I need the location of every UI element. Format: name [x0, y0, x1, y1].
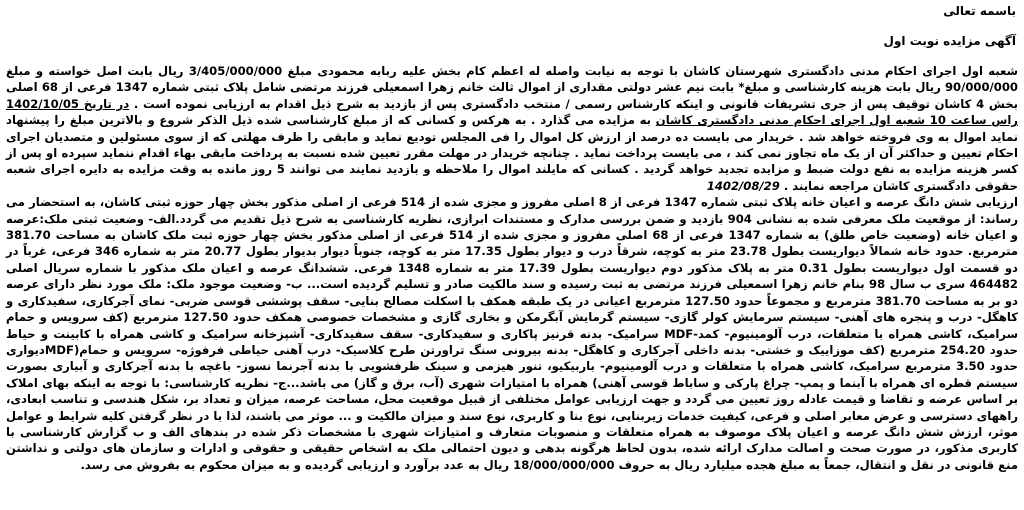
appraisal-text: ارزیابی شش دانگ عرصه و اعیان خانه پلاک ثبتی شماره 1347 فرعی از 8 اصلی مفروز و مجزی شده از 514 فرعی از اصلی مذکور بخش چهار حوزه ثبتی کاشان، به استحضار می رساند: از موقعیت ملک معرفی شده به نشانی 904 بازدید و ضمن بررسی مدارک و مستندات ابرازی، نظریه کارشناسی به شرح ذیل تقدیم می گردد.الف- وضعیت ثبتی ملک:عرصه و اعیان خانه (وضعیت خاص طلق) به شماره 1347 فرعی از 68 اصلی مفروز و مجزی شده از 514 فرعی از اصلی مذکور بخش چهار حوزه ثبت ملک کاشان به مساحت 381.70 مترمربع. حدود خانه شمالاً دیواریست بطول 23.78 متر به کوچه، شرقاً درب و دیوار بطول 17.35 متر به کوچه، جنوباً دیوار بدیوار بطول 20.77 متر به شماره 346 فرعی، غرباً در دو قسمت اول دیواریست بطول 0.31 متر به پلاک مذکور دوم دیواریست بطول 17.39 متر به شماره 1348 فرعی. ششدانگ عرصه و اعیان ملک مذکور با شماره سریال اصلی 464482 سری ب سال 98 بنام خانم زهرا اسمعیلی فرزند مرتضی به ثبت رسیده و سند مالکیت صادر و تسلیم گردیده است... ب- وضعیت موجود ملک: ملک مورد نظر دارای عرصه دو بر به مساحت 381.70 مترمربع و مجموعاً حدود 127.50 مترمربع اعیانی در یک طبقه همکف با اسکلت مصالح بنایی- سقف پوششی قوسی ضربی- نمای آجرکاری، سفیدکاری و کاهگل- درب و پنجره های آهنی- سیستم سرمایش کولر گازی- سیستم گرمایش آبگرمکن و بخاری گازی و مشخصات خصوصی همکف حدود 127.50 مترمربع (کف سرویس و حمام سرامیک، کاشی همراه با متعلقات، درب آلومینیوم- کمد-MDF سرامیک- بدنه قرنیز پاکاری و سفیدکاری- سقف سفیدکاری- آشپزخانه سرامیک و کاشی همراه با کابینت و حیاط حدود 254.20 مترمربع (کف موزاییک و خشتی- بدنه داخلی آجرکاری و کاهگل- بدنه بیرونی سنگ تراورتن طرح کلاسیک- درب آهنی حیاطی فرفوژه- سرویس و حمام(MDFدیواری حدود 3.50 مترمربع سرامیک، کاشی همراه با متعلقات و درب آلومینیوم- باربیکیو، تنور هیزمی و سینک ظرفشویی با بدنه آجرنما نسوز- باغچه با بدنه آجرکاری و آبیاری بصورت سیستم قطره ای همراه با آبنما و پمپ- چراغ پارکی و ساباط قوسی آهنی) همراه با امتیازات شهری (آب، برق و گاز) می باشد...ج- نظریه کارشناسی: با توجه به اینکه بهای املاک بر اساس عرضه و تقاضا و قیمت عادله روز تعیین می گردد و جهت ارزیابی عوامل مختلفی از قبیل موقعیت محل، مساحت عرصه، میزان و تعداد بر، شکل هندسی و تناسب ابعادی، راههای دسترسی و عرض معابر اصلی و فرعی، کیفیت خدمات زیربنایی، نوع بنا و کاربری، نوع سند و میزان مالکیت و ... موثر می باشند، لذا با در نظر گرفتن کلیه شرایط و عوامل موثر، ارزش شش دانگ عرصه و اعیان پلاک موصوف به همراه متعلقات و منصوبات متعارف و امتیازات شهری با مشخصات ذکر شده در بندهای الف و ب گزارش کارشناسی با کاربری مذکور، در صورت صحت و اصالت مدارک ارائه شده، بدون لحاظ هرگونه بدهی و دیون احتمالی ملک به اشخاص حقیقی و حقوقی و ادارات و سازمان های دولتی و نداشتن منع قانونی در نقل و انتقال، جمعاً به مبلغ هجده میلیارد ریال به حروف 18/000/000/000 ریال به عدد برآورد و ارزیابی گردیده و به میزان محکوم به بفروش می رسد.	[6, 195, 1018, 472]
paragraph-auction-terms	[6, 63, 1018, 194]
notice-subheading: آگهی مزایده نوبت اول	[883, 34, 1016, 48]
auction-date-clause: در تاریخ 1402/10/05 راس ساعت 10 شعبه اول اجرای احکام مدنی دادگستری کاشان	[6, 96, 1018, 128]
paragraph-appraisal	[6, 194, 1018, 473]
notice-body	[6, 63, 1018, 473]
terms-text-continued: به مزایده می گذارد . به هرکس و کسانی که از مبلغ کارشناسی شده ذیل الذکر شروع و بالاترین مبلغ را پیشنهاد نماید اموال به وی فروخته خواهد شد . خریدار می بایست ده درصد از ارزش کل اموال را فی المجلس تودیع نماید و مابقی را ظرف مهلتی که از سوی مسئولین و متصدیان اجرای احکام تعیین و حداکثر آن از یک ماه تجاوز نمی کند ، می بایست پرداخت نماید . چنانچه خریدار در مهلت مقرر تعیین شده نسبت به پرداخت مابقی بهاء اقدام ننماید سپرده او پس از کسر هزینه مزایده به نفع دولت ضبط و مزایده تجدید خواهد گردید . کسانی که مایلند اموال را ملاحظه و بازدید نمایند می توانند 5 روز مانده به وقت مزایده به دایره اجرای شعبه حقوقی دادگستری کاشان مراجعه نمایند .	[6, 113, 1018, 193]
publication-date: 1402/08/29	[706, 178, 780, 193]
terms-text: شعبه اول اجرای احکام مدنی دادگستری شهرستان کاشان با توجه به نیابت واصله له اعظم کام بخش علیه ربابه محمودی مبلغ 3/405/000/000 ریال بابت اصل خواسته و مبلغ 90/000/000 ریال بابت هزینه کارشناسی و مبلغ* بابت نیم عشر دولتی مقداری از اموال ثالث خانم زهرا اسمعیلی فرزند مرتضی شامل پلاک ثبتی شماره 1347 فرعی از 68 اصلی بخش 4 کاشان توقیف پس از جری تشریفات قانونی و اینکه کارشناس رسمی / منتخب دادگستری پس از بازدید به شرح ذیل اقدام به ارزیابی نموده است .	[6, 64, 1018, 111]
notice-heading: باسمه تعالی	[943, 4, 1016, 18]
